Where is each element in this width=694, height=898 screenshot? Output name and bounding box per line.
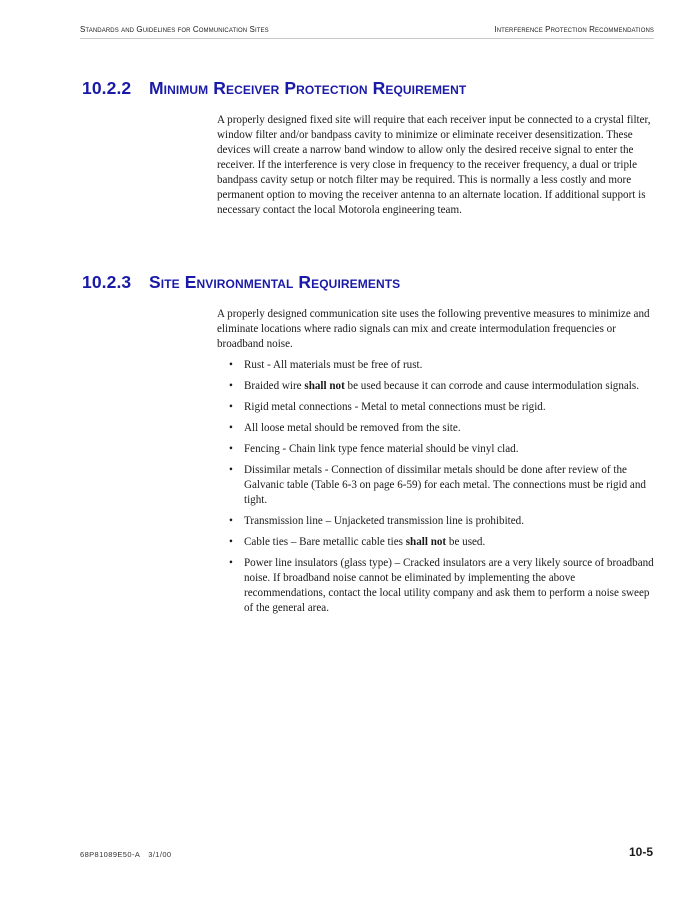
list-item-text: Rigid metal connections - Metal to metal connections must be rigid.	[244, 401, 546, 413]
list-item-text: be used.	[446, 536, 486, 548]
list-item	[217, 400, 657, 415]
header-rule	[80, 38, 654, 39]
list-item	[217, 463, 657, 508]
bullet-glyph: •	[229, 464, 233, 476]
emphasis-text: shall not	[304, 380, 345, 392]
list-item	[217, 421, 657, 436]
section-number: 10.2.3	[82, 272, 132, 292]
footer-doc-info	[80, 850, 172, 859]
list-item-text: Braided wire	[244, 380, 305, 392]
list-item	[217, 442, 657, 457]
section-title: Site Environmental Requirements	[149, 272, 401, 292]
list-item	[217, 379, 657, 394]
running-header-left: Standards and Guidelines for Communication Sites	[80, 25, 269, 34]
list-item-text: All loose metal should be removed from the site.	[244, 422, 461, 434]
section-heading-10-2-2	[82, 78, 466, 99]
environmental-measures-list	[217, 358, 657, 622]
list-item	[217, 535, 657, 550]
list-item-text: Transmission line – Unjacketed transmission line is prohibited.	[244, 515, 524, 527]
doc-date: 3/1/00	[148, 850, 172, 859]
bullet-glyph: •	[229, 401, 233, 413]
receiver-protection-paragraph: A properly designed fixed site will require that each receiver input be connected to a crystal filter, window filter and/or bandpass cavity to minimize or eliminate receiver desensitization. These devices will create a narrow band window to allow only the desired receive signal to enter the receiver. If the interference is very close in frequency to the receiver frequency, a dual or triple bandpass cavity setup or notch filter may be required. This is normally a less costly and more permanent option to moving the receiver antenna to an alternate location. If additional support is necessary contact the local Motorola engineering team.	[217, 114, 651, 216]
bullet-glyph: •	[229, 380, 233, 392]
list-item-text: Power line insulators (glass type) – Cracked insulators are a very likely source of broadband noise. If broadband noise cannot be eliminated by implementing the above recommendations, contact the local utility company and ask them to perform a noise sweep of the general area.	[244, 557, 654, 614]
list-item	[217, 556, 657, 616]
list-item-text: Fencing - Chain link type fence material should be vinyl clad.	[244, 443, 519, 455]
running-header-right: Interference Protection Recommendations	[494, 25, 654, 34]
list-item	[217, 514, 657, 529]
bullet-glyph: •	[229, 443, 233, 455]
page-number: 10-5	[628, 845, 653, 859]
section-heading-10-2-3	[82, 272, 400, 293]
list-item-text: be used because it can corrode and cause intermodulation signals.	[344, 380, 639, 392]
list-item	[217, 358, 657, 373]
bullet-glyph: •	[229, 536, 233, 548]
list-item-text: Rust - All materials must be free of rust.	[244, 359, 423, 371]
list-item-text: Dissimilar metals - Connection of dissimilar metals should be done after review of the Galvanic table (Table 6-3 on page 6-59) for each metal. The connections must be rigid and tight.	[244, 464, 646, 506]
doc-number: 68P81089E50-A	[80, 850, 141, 859]
bullet-glyph: •	[229, 515, 233, 527]
bullet-glyph: •	[229, 359, 233, 371]
emphasis-text: shall not	[405, 536, 447, 548]
section-number: 10.2.2	[82, 78, 132, 98]
section-title: Minimum Receiver Protection Requirement	[149, 78, 467, 98]
list-item-text: Cable ties – Bare metallic cable ties	[244, 536, 406, 548]
environmental-intro-paragraph: A properly designed communication site uses the following preventive measures to minimize and eliminate locations where radio signals can mix and create intermodulation frequencies or broadband noise.	[217, 308, 650, 350]
bullet-glyph: •	[229, 557, 233, 569]
bullet-glyph: •	[229, 422, 233, 434]
